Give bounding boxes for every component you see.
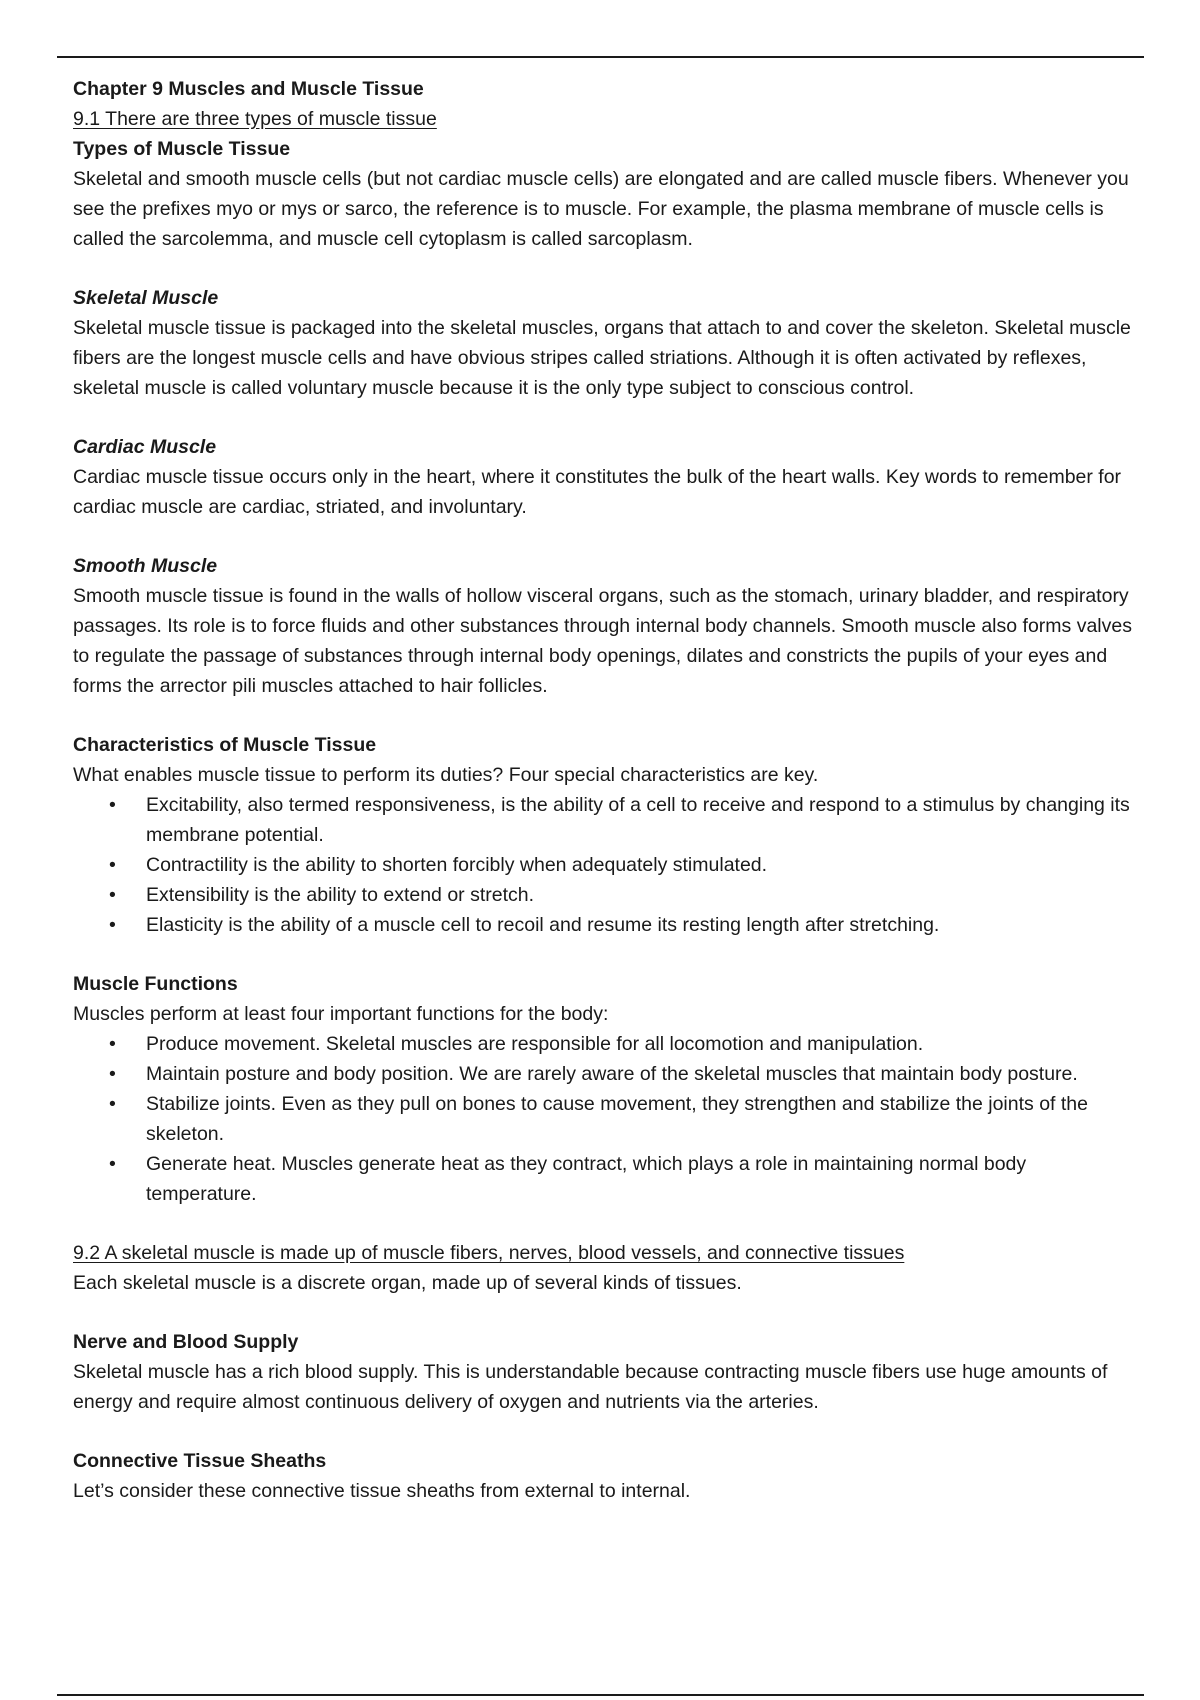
list-item: • Stabilize joints. Even as they pull on bones to cause movement, they strengthen and stabilize the joints of the skeleton. (73, 1089, 1133, 1149)
section-9-2-paragraph: Each skeletal muscle is a discrete organ, made up of several kinds of tissues. (73, 1272, 742, 1294)
chapter-title: Chapter 9 Muscles and Muscle Tissue (73, 78, 424, 100)
functions-list (73, 1029, 1133, 1209)
bullet-icon: • (109, 914, 116, 936)
bullet-icon: • (109, 884, 116, 906)
list-item: • Generate heat. Muscles generate heat as they contract, which plays a role in maintaining normal body temperature. (73, 1149, 1133, 1209)
list-item: • Excitability, also termed responsiveness, is the ability of a cell to receive and respond to a stimulus by changing its membrane potential. (73, 790, 1133, 850)
smooth-paragraph: Smooth muscle tissue is found in the walls of hollow visceral organs, such as the stomach, urinary bladder, and respiratory passages. Its role is to force fluids and other substances through internal body channels. Smooth muscle also forms valves to regulate the passage of substances through internal body openings, dilates and constricts the pupils of your eyes and forms the arrector pili muscles attached to hair follicles. (73, 585, 1132, 697)
nerve-paragraph: Skeletal muscle has a rich blood supply. This is understandable because contracting muscle fibers use huge amounts of energy and require almost continuous delivery of oxygen and nutrients via the arteries. (73, 1361, 1108, 1413)
sheaths-paragraph: Let’s consider these connective tissue sheaths from external to internal. (73, 1480, 691, 1502)
top-rule (57, 56, 1144, 58)
functions-intro: Muscles perform at least four important functions for the body: (73, 1003, 609, 1025)
bullet-icon: • (109, 854, 116, 876)
list-item: • Contractility is the ability to shorten forcibly when adequately stimulated. (73, 850, 1133, 880)
section-9-1-heading: 9.1 There are three types of muscle tissue (73, 108, 437, 130)
characteristics-heading: Characteristics of Muscle Tissue (73, 734, 377, 756)
types-heading: Types of Muscle Tissue (73, 138, 291, 160)
bullet-icon: • (109, 1153, 116, 1175)
characteristics-intro: What enables muscle tissue to perform its duties? Four special characteristics are key. (73, 764, 819, 786)
bullet-icon: • (109, 1093, 116, 1115)
types-paragraph: Skeletal and smooth muscle cells (but not cardiac muscle cells) are elongated and are called muscle fibers. Whenever you see the prefixes myo or mys or sarco, the reference is to muscle. For example, the plasma membrane of muscle cells is called the sarcolemma, and muscle cell cytoplasm is called sarcoplasm. (73, 168, 1129, 250)
characteristics-list (73, 790, 1133, 940)
cardiac-heading: Cardiac Muscle (73, 436, 217, 458)
functions-heading: Muscle Functions (73, 973, 238, 995)
list-item: • Maintain posture and body position. We are rarely aware of the skeletal muscles that maintain body posture. (73, 1059, 1133, 1089)
list-item: • Extensibility is the ability to extend or stretch. (73, 880, 1133, 910)
list-item: • Elasticity is the ability of a muscle cell to recoil and resume its resting length after stretching. (73, 910, 1133, 940)
document-body (73, 74, 1133, 1506)
bullet-icon: • (109, 1033, 116, 1055)
list-item: • Produce movement. Skeletal muscles are responsible for all locomotion and manipulation. (73, 1029, 1133, 1059)
section-9-2-heading: 9.2 A skeletal muscle is made up of muscle fibers, nerves, blood vessels, and connective tissues (73, 1242, 905, 1264)
sheaths-heading: Connective Tissue Sheaths (73, 1450, 327, 1472)
skeletal-heading: Skeletal Muscle (73, 287, 219, 309)
nerve-heading: Nerve and Blood Supply (73, 1331, 299, 1353)
cardiac-paragraph: Cardiac muscle tissue occurs only in the heart, where it constitutes the bulk of the heart walls. Key words to remember for cardiac muscle are cardiac, striated, and involuntary. (73, 466, 1122, 518)
smooth-heading: Smooth Muscle (73, 555, 218, 577)
bullet-icon: • (109, 794, 116, 816)
bullet-icon: • (109, 1063, 116, 1085)
bottom-rule (57, 1694, 1144, 1696)
skeletal-paragraph: Skeletal muscle tissue is packaged into the skeletal muscles, organs that attach to and cover the skeleton. Skeletal muscle fibers are the longest muscle cells and have obvious stripes called striations. Although it is often activated by reflexes, skeletal muscle is called voluntary muscle because it is the only type subject to conscious control. (73, 317, 1131, 399)
